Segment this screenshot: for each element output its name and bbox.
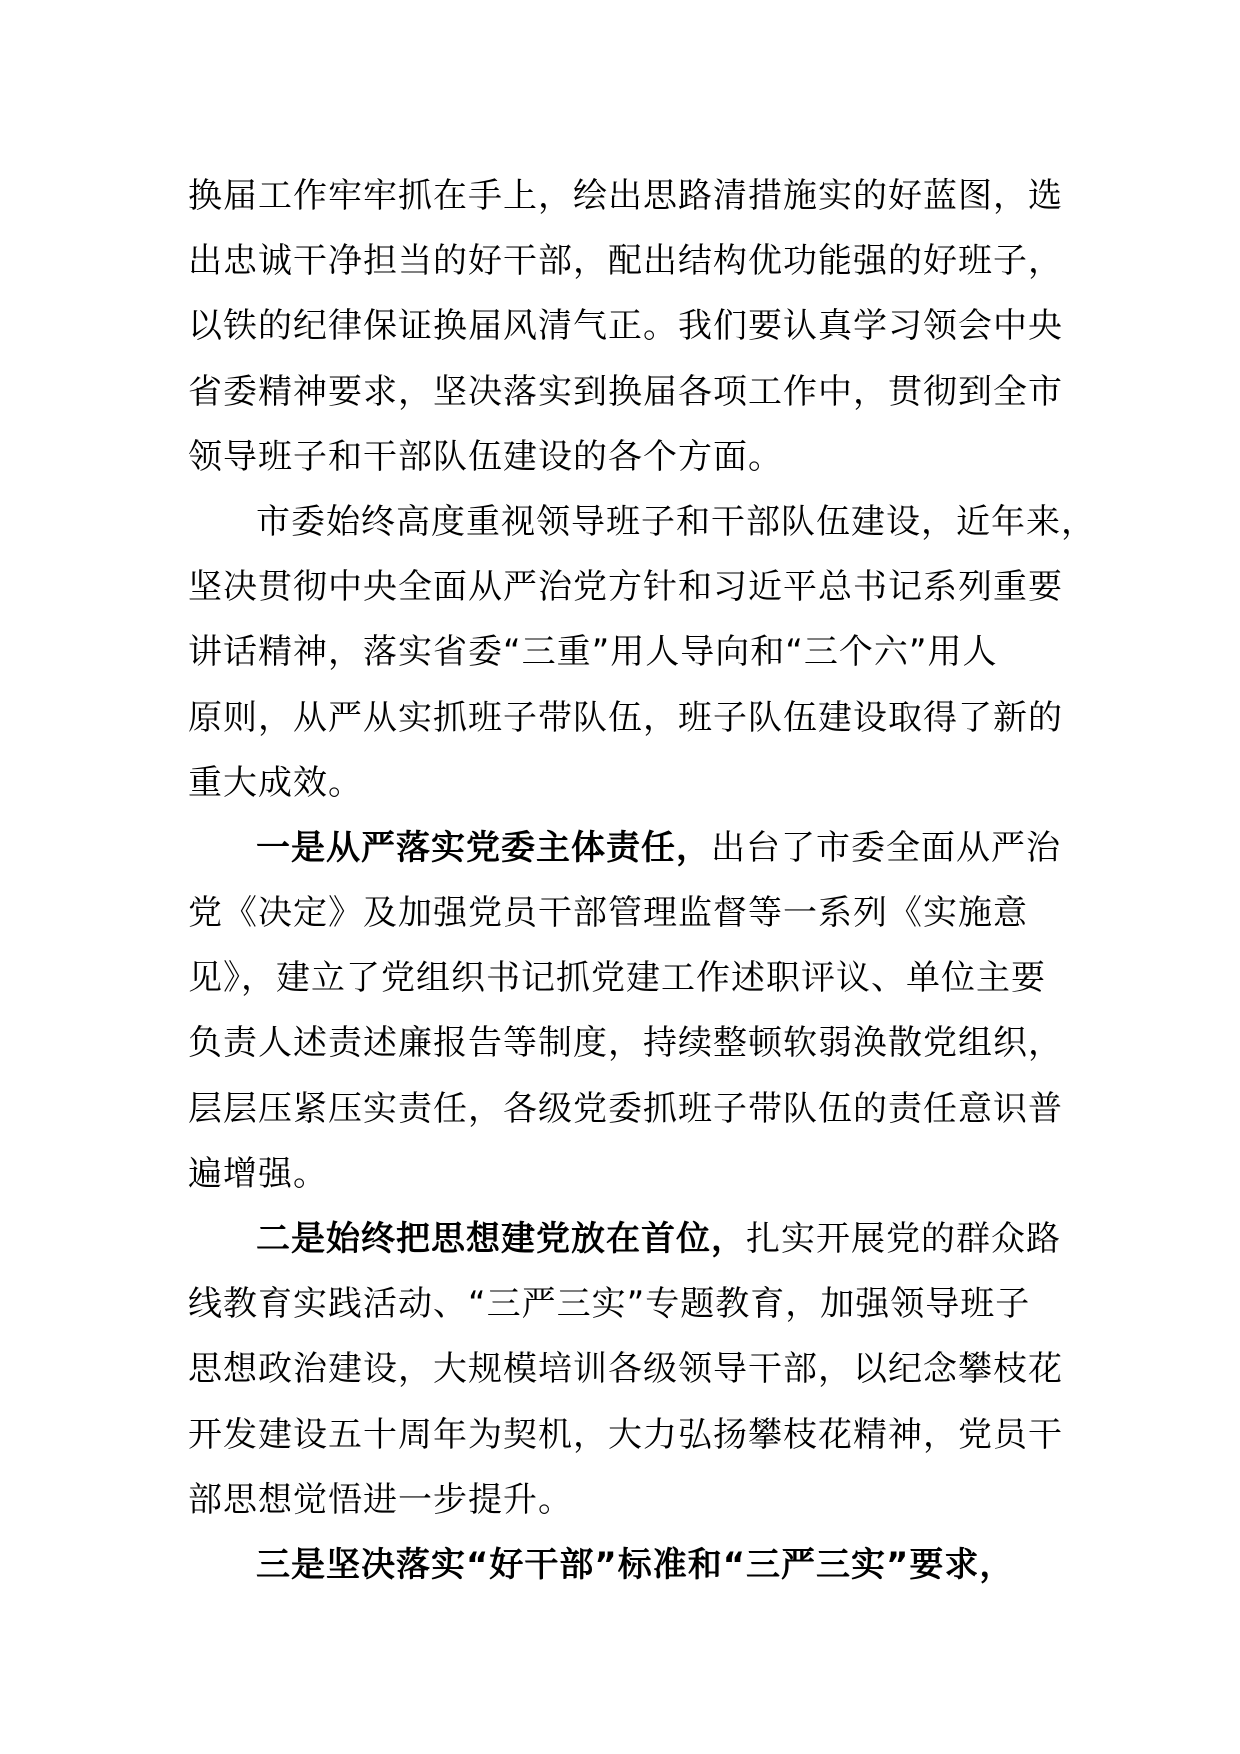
- text-line: [188, 229, 1088, 294]
- text-line: [188, 620, 1088, 685]
- line-text: 遍增强。: [188, 1153, 328, 1194]
- line-text: 出忠诚干净担当的好干部，配出结构优功能强的好班子，: [188, 241, 1063, 282]
- text-line: [188, 1011, 1088, 1076]
- line-text: 出台了市委全面从严治: [711, 827, 1061, 868]
- text-line: [188, 360, 1088, 425]
- line-text: 思想政治建设，大规模培训各级领导干部，以纪念攀枝花: [188, 1349, 1063, 1390]
- text-line: [188, 294, 1088, 359]
- bold-lead-text: 三是坚决落实“好干部”标准和“三严三实”要求，: [256, 1544, 1015, 1585]
- line-text: 党《决定》及加强党员干部管理监督等一系列《实施意: [188, 893, 1028, 934]
- line-text: 省委精神要求，坚决落实到换届各项工作中，贯彻到全市: [188, 371, 1063, 412]
- text-line: [188, 751, 1088, 816]
- line-text: 坚决贯彻中央全面从严治党方针和习近平总书记系列重要: [188, 567, 1063, 608]
- line-text: 线教育实践活动、“三严三实”专题教育，加强领导班子: [188, 1284, 1031, 1325]
- bold-lead-text: 二是始终把思想建党放在首位，: [256, 1219, 746, 1259]
- text-line: [188, 686, 1088, 751]
- text-line: [188, 1468, 1088, 1533]
- line-text: 原则，从严从实抓班子带队伍，班子队伍建设取得了新的: [188, 697, 1063, 738]
- line-text: 开发建设五十周年为契机，大力弘扬攀枝花精神，党员干: [188, 1414, 1063, 1455]
- paragraph-first-line: [188, 1533, 1088, 1598]
- text-line: [188, 1337, 1088, 1402]
- paragraph-first-line: [188, 1207, 1088, 1272]
- line-text: 以铁的纪律保证换届风清气正。我们要认真学习领会中央: [188, 306, 1063, 347]
- text-line: [188, 164, 1088, 229]
- body-text: [188, 164, 1096, 1598]
- text-line: [188, 555, 1088, 620]
- text-line: [188, 1142, 1088, 1207]
- paragraph-first-line: [188, 490, 1096, 555]
- bold-lead-text: 一是从严落实党委主体责任，: [256, 827, 711, 868]
- text-line: [188, 946, 1088, 1011]
- line-text: 扎实开展党的群众路: [746, 1219, 1061, 1259]
- text-line: [188, 1272, 1088, 1337]
- text-line: [188, 1403, 1088, 1468]
- text-line: [188, 1077, 1088, 1142]
- line-text: 领导班子和干部队伍建设的各个方面。: [188, 436, 783, 477]
- text-line: [188, 881, 1088, 946]
- line-text: 部思想觉悟进一步提升。: [188, 1479, 573, 1520]
- paragraph-first-line: [188, 816, 1088, 881]
- line-text: 见》，建立了党组织书记抓党建工作述职评议、单位主要: [188, 958, 1046, 999]
- text-line: [188, 425, 1088, 490]
- line-text: 换届工作牢牢抓在手上，绘出思路清措施实的好蓝图，选: [188, 176, 1063, 216]
- line-text: 层层压紧压实责任，各级党委抓班子带队伍的责任意识普: [188, 1088, 1063, 1129]
- line-text: 负责人述责述廉报告等制度，持续整顿软弱涣散党组织，: [188, 1023, 1063, 1064]
- line-text: 市委始终高度重视领导班子和干部队伍建设，近年来，: [256, 501, 1096, 542]
- line-text: 重大成效。: [188, 762, 363, 803]
- line-text: 讲话精神，落实省委“三重”用人导向和“三个六”用人: [188, 632, 998, 673]
